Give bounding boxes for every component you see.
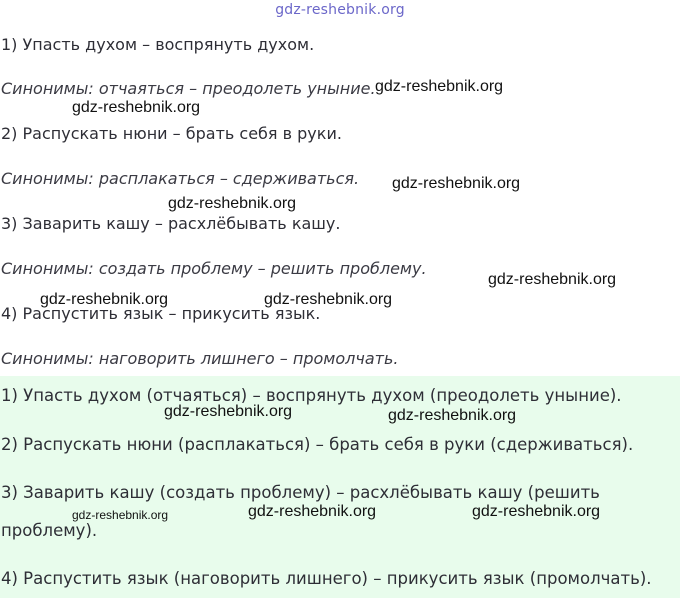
header-watermark: gdz-reshebnik.org [275, 2, 405, 18]
watermark: gdz-reshebnik.org [488, 271, 617, 288]
answer-line-1: 1) Упасть духом (отчаяться) – воспрянуть духом (преодолеть уныние). [1, 386, 622, 405]
answer-line-4: 4) Распустить язык (наговорить лишнего) – прикусить язык (промолчать). [1, 569, 652, 588]
synonyms-line-2: Синонимы: расплакаться – сдерживаться. [1, 169, 360, 188]
watermark: gdz-reshebnik.org [264, 291, 393, 308]
watermark: gdz-reshebnik.org [472, 503, 601, 520]
answer-line-2: 2) Распускать нюни (расплакаться) – брать себя в руки (сдерживаться). [1, 435, 634, 454]
answer-line-3-continued: проблему). [1, 521, 98, 540]
synonyms-line-1: Синонимы: отчаяться – преодолеть уныние. [1, 79, 376, 98]
idiom-line-4: 4) Распустить язык – прикусить язык. [1, 304, 321, 323]
watermark: gdz-reshebnik.org [40, 291, 169, 308]
watermark: gdz-reshebnik.org [72, 508, 169, 522]
synonyms-line-4: Синонимы: наговорить лишнего – промолчать. [1, 349, 399, 368]
answer-line-3: 3) Заварить кашу (создать проблему) – расхлёбывать кашу (решить [1, 483, 600, 502]
watermark: gdz-reshebnik.org [375, 78, 504, 95]
watermark: gdz-reshebnik.org [388, 407, 517, 424]
watermark: gdz-reshebnik.org [168, 195, 297, 212]
idiom-line-3: 3) Заварить кашу – расхлёбывать кашу. [1, 214, 341, 233]
watermark: gdz-reshebnik.org [72, 99, 201, 116]
watermark: gdz-reshebnik.org [164, 403, 293, 420]
idiom-line-1: 1) Упасть духом – воспрянуть духом. [1, 35, 315, 54]
watermark: gdz-reshebnik.org [392, 175, 521, 192]
synonyms-line-3: Синонимы: создать проблему – решить проблему. [1, 259, 427, 278]
watermark: gdz-reshebnik.org [248, 503, 377, 520]
idiom-line-2: 2) Распускать нюни – брать себя в руки. [1, 124, 342, 143]
